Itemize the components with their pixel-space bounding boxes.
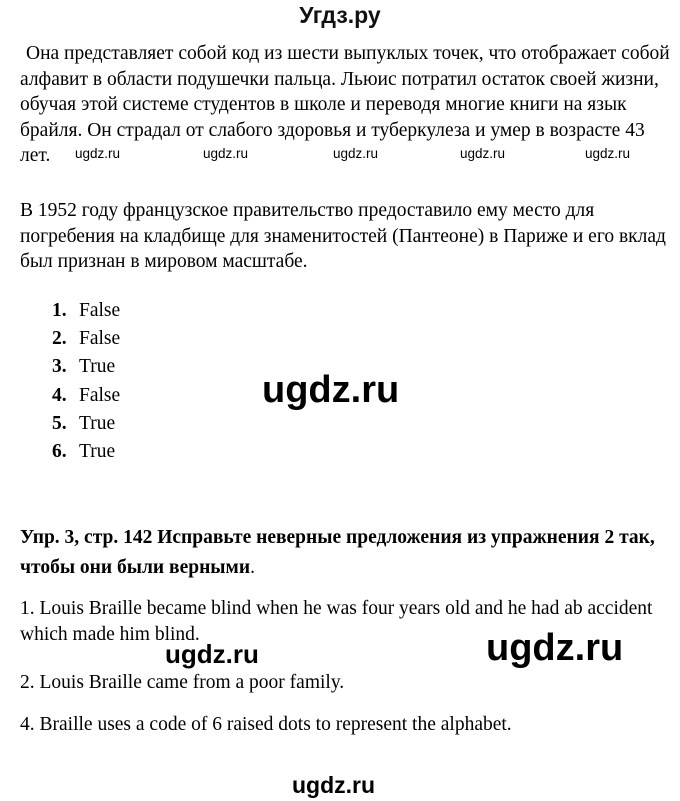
answer-value: False (79, 328, 121, 350)
answer-number: 2. (52, 328, 67, 350)
corrected-sentence: 2. Louis Braille came from a poor family. (20, 672, 345, 693)
answer-item (52, 438, 120, 466)
answer-item (52, 353, 120, 381)
watermark-footer: ugdz.ru (292, 772, 376, 798)
watermark-large: ugdz.ru (262, 369, 400, 411)
corrected-sentence: 1. Louis Braille became blind when he was four years old and he had ab accident which made him blind. (20, 598, 653, 645)
watermark-small: ugdz.ru (203, 146, 249, 161)
exercise-heading (20, 523, 670, 583)
watermark-small: ugdz.ru (75, 146, 121, 161)
watermark-large: ugdz.ru (486, 627, 624, 669)
answer-value: False (79, 384, 121, 406)
answer-number: 4. (52, 384, 67, 406)
watermark-small: ugdz.ru (333, 146, 379, 161)
answer-list (52, 297, 120, 466)
answer-number: 1. (52, 300, 67, 321)
answer-value: False (79, 300, 121, 321)
answer-item (52, 410, 120, 438)
watermark-medium: ugdz.ru (165, 639, 259, 669)
site-header-title: Угдз.ру (299, 2, 381, 28)
answer-number: 3. (52, 356, 67, 378)
watermark-small: ugdz.ru (585, 146, 631, 161)
paragraph-pantheon: В 1952 году французское правительство предоставило ему место для погребения на кладбище для знаменитостей (Пантеоне) в Париже и его вклад был признан в мировом масштабе. (20, 200, 666, 272)
answer-number: 5. (52, 412, 67, 434)
answer-value: True (79, 440, 116, 462)
answer-number: 6. (52, 440, 67, 462)
exercise-heading-text: Упр. 3, стр. 142 Исправьте неверные предложения из упражнения 2 так, чтобы они были верными (20, 527, 655, 578)
exercise-heading-period: . (250, 557, 255, 578)
answer-item (52, 325, 120, 353)
paragraph-braille-description: Она представляет собой код из шести выпуклых точек, что отображает собой алфавит в области подушечки пальца. Льюис потратил остаток своей жизни, обучая этой системе студентов в школе и переводя многие книги на язык брайля. Он страдал от слабого здоровья и туберкулеза и умер в возрасте 43 лет. (20, 43, 670, 166)
watermark-small: ugdz.ru (460, 146, 506, 161)
corrected-sentence: 4. Braille uses a code of 6 raised dots to represent the alphabet. (20, 714, 512, 735)
answer-value: True (79, 412, 116, 434)
answer-item (52, 297, 120, 325)
answer-value: True (79, 356, 116, 378)
answer-item (52, 382, 120, 410)
